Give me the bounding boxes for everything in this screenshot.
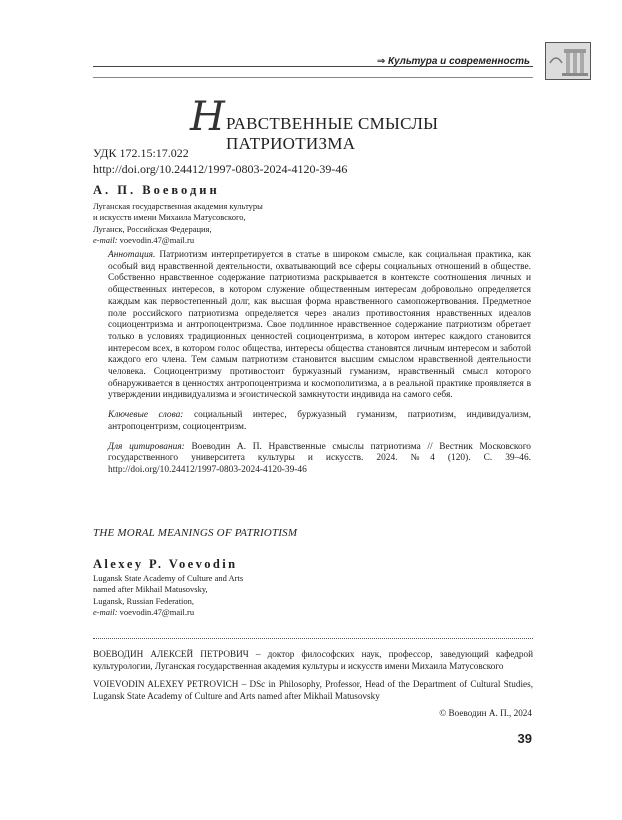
citation-text: Воеводин А. П. Нравственные смыслы патриотизма // Вестник Московского государственного университета культуры и искусств. 2024. №4 (120). С. 39–46. http://doi.org/10.24412/1997-0803-2024-4120-39-46 [108, 441, 531, 475]
citation-label: Для цитирования: [108, 441, 185, 452]
english-title: THE MORAL MEANINGS OF PATRIOTISM [93, 527, 298, 539]
doi-link[interactable]: http://doi.org/10.24412/1997-0803-2024-4120-39-46 [93, 162, 348, 176]
author-name: А. П. Воеводин [93, 183, 220, 197]
udk-code: УДК 172.15:17.022 [93, 146, 189, 160]
email-label: e-mail: [93, 606, 118, 617]
affiliation-line: Луганск, Российская Федерация, [93, 223, 212, 234]
english-email[interactable]: voevodin.47@mail.ru [119, 606, 195, 617]
affiliation-line: Lugansk, Russian Federation, [93, 595, 195, 606]
header-rule-thin [93, 77, 533, 78]
keywords-text: социальный интерес, буржуазный гуманизм, патриотизм, индивидуализм, антропоцентризм, социоцентризм. [108, 410, 531, 432]
title-initial: Н [190, 94, 225, 140]
author-email[interactable]: voevodin.47@mail.ru [119, 234, 195, 245]
section-label: ⇒ Культура и современность [376, 56, 530, 67]
page-number: 39 [517, 731, 532, 746]
abstract-label: Аннотация. [108, 250, 156, 260]
author-bio-en: VOIEVODIN ALEXEY PETROVICH – DSc in Philosophy, Professor, Head of the Department of Cultural Studies, Lugansk State Academy of Culture and Arts named after Mikhail Matusovsky [93, 679, 533, 701]
email-label: e-mail: [93, 234, 118, 245]
journal-logo-icon [545, 42, 591, 80]
dotted-divider [93, 638, 533, 639]
title-text: РАВСТВЕННЫЕ СМЫСЛЫ ПАТРИОТИЗМА [226, 114, 439, 153]
english-affiliation [93, 573, 353, 618]
affiliation-line: named after Mikhail Matusovsky, [93, 584, 208, 595]
author-bio-ru: ВОЕВОДИН АЛЕКСЕЙ ПЕТРОВИЧ – доктор философских наук, профессор, заведующий кафедрой культурологии, Луганская государственная академия культуры и искусств имени Михаила Матусовского [93, 649, 533, 671]
english-author-name: Alexey P. Voevodin [93, 557, 238, 571]
affiliation-line: и искусств имени Михаила Матусовского, [93, 212, 246, 223]
author-email-line [93, 235, 343, 246]
author-affiliation [93, 201, 343, 246]
english-email-line [93, 607, 353, 618]
copyright-notice: © Воеводин А. П., 2024 [439, 708, 532, 718]
citation-paragraph [108, 442, 531, 477]
article-title [190, 94, 550, 153]
affiliation-line: Луганская государственная академия культуры [93, 201, 263, 211]
affiliation-line: Lugansk State Academy of Culture and Arts [93, 573, 244, 583]
abstract-paragraph [108, 250, 531, 402]
abstract-block [108, 250, 531, 485]
keywords-label: Ключевые слова: [108, 410, 184, 421]
abstract-text: Патриотизм интерпретируется в статье в широком смысле, как социальная практика, как особый вид нравственной деятельности, охватывающий все сферы социальных отношений в обществе. Собственно нравственное содержание патриотизма раскрывается в контексте соотношения личных и общественных интересов, в котором служение общественным интересам добровольно определяется каждым как первостепенный долг, как высшая форма нравственного самопожертвования. Предметное поле российского патриотизма определяется через анализ противостояния нравственных идеалов социоцентризма и антропоцентризма. Свое подлинное нравственное содержание патриотизм обретает только в условиях традиционных ценностей социоцентризма, в котором интерес каждого становится интересом всех, в котором голос общества, интересы общества становятся личным интересом и заботой каждого его члена. Тем самым патриотизм становится высшим смыслом нравственной деятельности человека. Социоцентризму противостоит буржуазный гуманизм, нравственный смысл которого обнаруживается в ценностях антропоцентризма и космополитизма, а в реальной практике проявляется в утверждении индивидуализма и эгоистической замкнутости индивида на самого себя. [108, 250, 532, 401]
keywords-paragraph [108, 410, 531, 433]
